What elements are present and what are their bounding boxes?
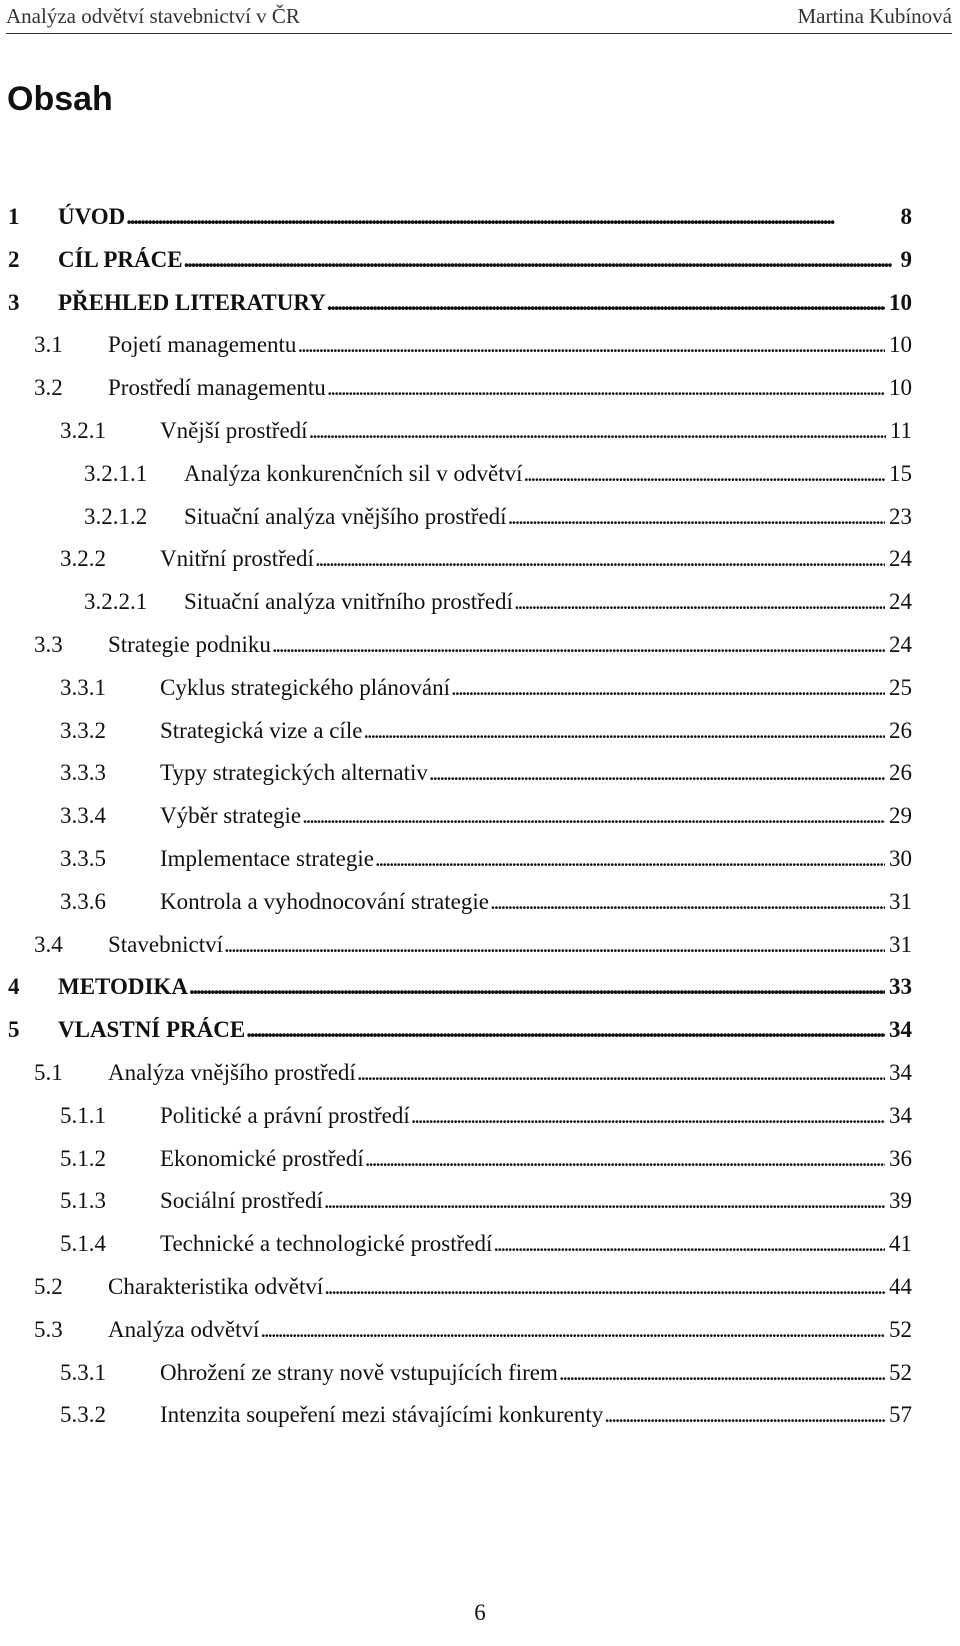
toc-dot-leader — [513, 587, 885, 617]
toc-entry-page: 24 — [889, 589, 912, 614]
toc-entry-page: 30 — [889, 846, 912, 871]
toc-entry-label: Vnější prostředí — [160, 418, 308, 443]
toc-entry-page: 24 — [889, 546, 912, 571]
toc-entry-label: Ekonomické prostředí — [160, 1146, 364, 1171]
toc-entry-label: PŘEHLED LITERATURY — [58, 290, 326, 315]
toc-entry[interactable] — [60, 1144, 912, 1174]
toc-dot-leader — [364, 1144, 885, 1174]
toc-entry[interactable] — [34, 1315, 912, 1345]
toc-entry[interactable] — [34, 1058, 912, 1088]
toc-entry-page: 33 — [889, 974, 912, 999]
toc-dot-leader — [301, 801, 885, 831]
toc-entry-label: METODIKA — [58, 974, 188, 999]
toc-entry-page: 10 — [889, 332, 912, 357]
toc-entry-number: 5.1.1 — [60, 1103, 106, 1128]
toc-entry-label: ÚVOD — [58, 204, 126, 229]
toc-dot-leader — [183, 245, 897, 275]
toc-dot-leader — [259, 1315, 885, 1345]
toc-entry[interactable] — [34, 1272, 912, 1302]
toc-entry-page: 36 — [889, 1146, 912, 1171]
toc-dot-leader — [507, 502, 885, 532]
toc-dot-leader — [308, 416, 886, 446]
toc-entry-page: 44 — [889, 1274, 912, 1299]
toc-entry-label: Situační analýza vnějšího prostředí — [184, 504, 507, 529]
toc-entry-label: Typy strategických alternativ — [160, 760, 428, 785]
toc-entry-label: Sociální prostředí — [160, 1188, 323, 1213]
toc-dot-leader — [125, 202, 896, 232]
toc-entry-number: 3.2.1.1 — [84, 461, 148, 486]
toc-entry[interactable] — [60, 1400, 912, 1430]
toc-entry[interactable] — [60, 544, 912, 574]
toc-entry[interactable] — [34, 373, 912, 403]
toc-entry-number: 3.3.1 — [60, 675, 106, 700]
toc-entry-label: Analýza vnějšího prostředí — [108, 1060, 356, 1085]
toc-entry-page: 25 — [889, 675, 912, 700]
toc-dot-leader — [410, 1101, 885, 1131]
toc-entry-label: Prostředí managementu — [108, 375, 326, 400]
toc-entry[interactable] — [34, 930, 912, 960]
toc-entry-page: 41 — [889, 1231, 912, 1256]
toc-entry[interactable] — [34, 630, 912, 660]
toc-entry-label: Analýza konkurenčních sil v odvětví — [184, 461, 523, 486]
toc-entry[interactable] — [60, 416, 912, 446]
toc-entry-number: 3.3.6 — [60, 889, 106, 914]
toc-entry-page: 34 — [889, 1060, 912, 1085]
toc-dot-leader — [428, 758, 885, 788]
toc-entry-number: 5.3.1 — [60, 1360, 106, 1385]
toc-entry-page: 26 — [889, 760, 912, 785]
toc-entry-label: VLASTNÍ PRÁCE — [58, 1017, 246, 1042]
toc-entry-number: 1 — [8, 204, 20, 229]
toc-dot-leader — [489, 887, 885, 917]
toc-dot-leader — [450, 673, 885, 703]
toc-entry-page: 9 — [900, 247, 912, 272]
toc-dot-leader — [314, 544, 885, 574]
toc-entry[interactable] — [84, 459, 912, 489]
toc-dot-leader — [523, 459, 885, 489]
toc-entry-label: Ohrožení ze strany nově vstupujících firem — [160, 1360, 558, 1385]
toc-entry-label: Situační analýza vnitřního prostředí — [184, 589, 513, 614]
toc-entry-label: Vnitřní prostředí — [160, 546, 314, 571]
toc-entry-number: 5.1.2 — [60, 1146, 106, 1171]
toc-entry-label: Stavebnictví — [108, 932, 223, 957]
toc-entry[interactable] — [60, 887, 912, 917]
toc-dot-leader — [362, 716, 885, 746]
toc-dot-leader — [323, 1272, 885, 1302]
toc-entry-page: 31 — [889, 889, 912, 914]
header-divider — [6, 33, 952, 34]
toc-entry-number: 3.2.2.1 — [84, 589, 148, 614]
toc-entry-label: CÍL PRÁCE — [58, 247, 183, 272]
toc-entry-page: 10 — [889, 375, 912, 400]
toc-entry[interactable] — [84, 502, 912, 532]
toc-entry-label: Implementace strategie — [160, 846, 374, 871]
toc-entry[interactable] — [8, 288, 912, 318]
toc-entry[interactable] — [60, 673, 912, 703]
toc-entry-number: 3.2 — [34, 375, 63, 400]
toc-entry-label: Technické a technologické prostředí — [160, 1231, 493, 1256]
running-header — [6, 4, 952, 34]
header-author: Martina Kubínová — [797, 4, 952, 28]
toc-entry-number: 3.1 — [34, 332, 63, 357]
page-number: 6 — [474, 1600, 486, 1625]
toc-entry-label: Strategická vize a cíle — [160, 718, 363, 743]
toc-entry-number: 2 — [8, 247, 20, 272]
toc-entry-number: 3.3.4 — [60, 803, 106, 828]
toc-entry-label: Intenzita soupeření mezi stávajícími konkurenty — [160, 1402, 604, 1427]
toc-entry[interactable] — [60, 1101, 912, 1131]
toc-entry-page: 52 — [889, 1317, 912, 1342]
toc-entry-label: Výběr strategie — [160, 803, 302, 828]
toc-entry-label: Strategie podniku — [108, 632, 271, 657]
toc-entry-number: 3 — [8, 290, 20, 315]
toc-entry-label: Politické a právní prostředí — [160, 1103, 410, 1128]
toc-entry-label: Analýza odvětví — [108, 1317, 260, 1342]
toc-entry-number: 3.2.1 — [60, 418, 106, 443]
toc-entry-page: 23 — [889, 504, 912, 529]
toc-entry-page: 34 — [889, 1103, 912, 1128]
toc-entry-page: 31 — [889, 932, 912, 957]
toc-dot-leader — [374, 844, 885, 874]
toc-entry-page: 24 — [889, 632, 912, 657]
toc-entry[interactable] — [60, 1358, 912, 1388]
toc-entry-page: 34 — [889, 1017, 912, 1042]
toc-entry-label: Cyklus strategického plánování — [160, 675, 450, 700]
page-title: Obsah — [7, 80, 113, 118]
toc-dot-leader — [558, 1358, 885, 1388]
toc-entry-page: 57 — [889, 1402, 912, 1427]
toc-entry-number: 5.2 — [34, 1274, 63, 1299]
toc-dot-leader — [223, 930, 885, 960]
toc-entry-number: 5.3 — [34, 1317, 63, 1342]
toc-dot-leader — [326, 288, 885, 318]
toc-dot-leader — [245, 1015, 885, 1045]
toc-entry[interactable] — [60, 1229, 912, 1259]
toc-dot-leader — [326, 373, 885, 403]
toc-entry-number: 3.3.3 — [60, 760, 106, 785]
toc-entry[interactable] — [60, 1186, 912, 1216]
toc-entry-page: 39 — [889, 1188, 912, 1213]
toc-entry-page: 52 — [889, 1360, 912, 1385]
toc-entry[interactable] — [8, 972, 912, 1002]
header-title: Analýza odvětví stavebnictví v ČR — [6, 4, 300, 28]
toc-entry-page: 15 — [889, 461, 912, 486]
toc-dot-leader — [356, 1058, 885, 1088]
toc-entry[interactable] — [60, 801, 912, 831]
toc-entry[interactable] — [34, 330, 912, 360]
toc-entry-number: 3.2.2 — [60, 546, 106, 571]
toc-entry-number: 5.1.4 — [60, 1231, 106, 1256]
toc-dot-leader — [271, 630, 885, 660]
toc-entry-number: 5.1 — [34, 1060, 63, 1085]
toc-entry-page: 29 — [889, 803, 912, 828]
toc-entry-page: 11 — [889, 418, 912, 443]
toc-entry-label: Kontrola a vyhodnocování strategie — [160, 889, 489, 914]
toc-entry[interactable] — [60, 844, 912, 874]
toc-dot-leader — [323, 1186, 885, 1216]
toc-entry-page: 26 — [889, 718, 912, 743]
toc-entry-label: Charakteristika odvětví — [108, 1274, 324, 1299]
toc-entry-number: 5 — [8, 1017, 20, 1042]
toc-entry-number: 3.2.1.2 — [84, 504, 148, 529]
toc-dot-leader — [296, 330, 885, 360]
toc-entry[interactable] — [8, 1015, 912, 1045]
toc-entry-number: 5.1.3 — [60, 1188, 106, 1213]
toc-entry-number: 3.3.2 — [60, 718, 106, 743]
toc-entry[interactable] — [8, 245, 912, 275]
toc-entry[interactable] — [8, 202, 912, 232]
toc-entry-number: 4 — [8, 974, 20, 999]
toc-entry[interactable] — [60, 758, 912, 788]
toc-entry-number: 3.3 — [34, 632, 63, 657]
toc-entry-number: 5.3.2 — [60, 1402, 106, 1427]
toc-entry[interactable] — [60, 716, 912, 746]
toc-entry[interactable] — [84, 587, 912, 617]
toc-entry-number: 3.4 — [34, 932, 63, 957]
toc-dot-leader — [188, 972, 885, 1002]
toc-dot-leader — [603, 1400, 885, 1430]
toc-entry-label: Pojetí managementu — [108, 332, 297, 357]
toc-entry-page: 10 — [889, 290, 912, 315]
toc-dot-leader — [492, 1229, 885, 1259]
toc-entry-page: 8 — [900, 204, 912, 229]
toc-entry-number: 3.3.5 — [60, 846, 106, 871]
